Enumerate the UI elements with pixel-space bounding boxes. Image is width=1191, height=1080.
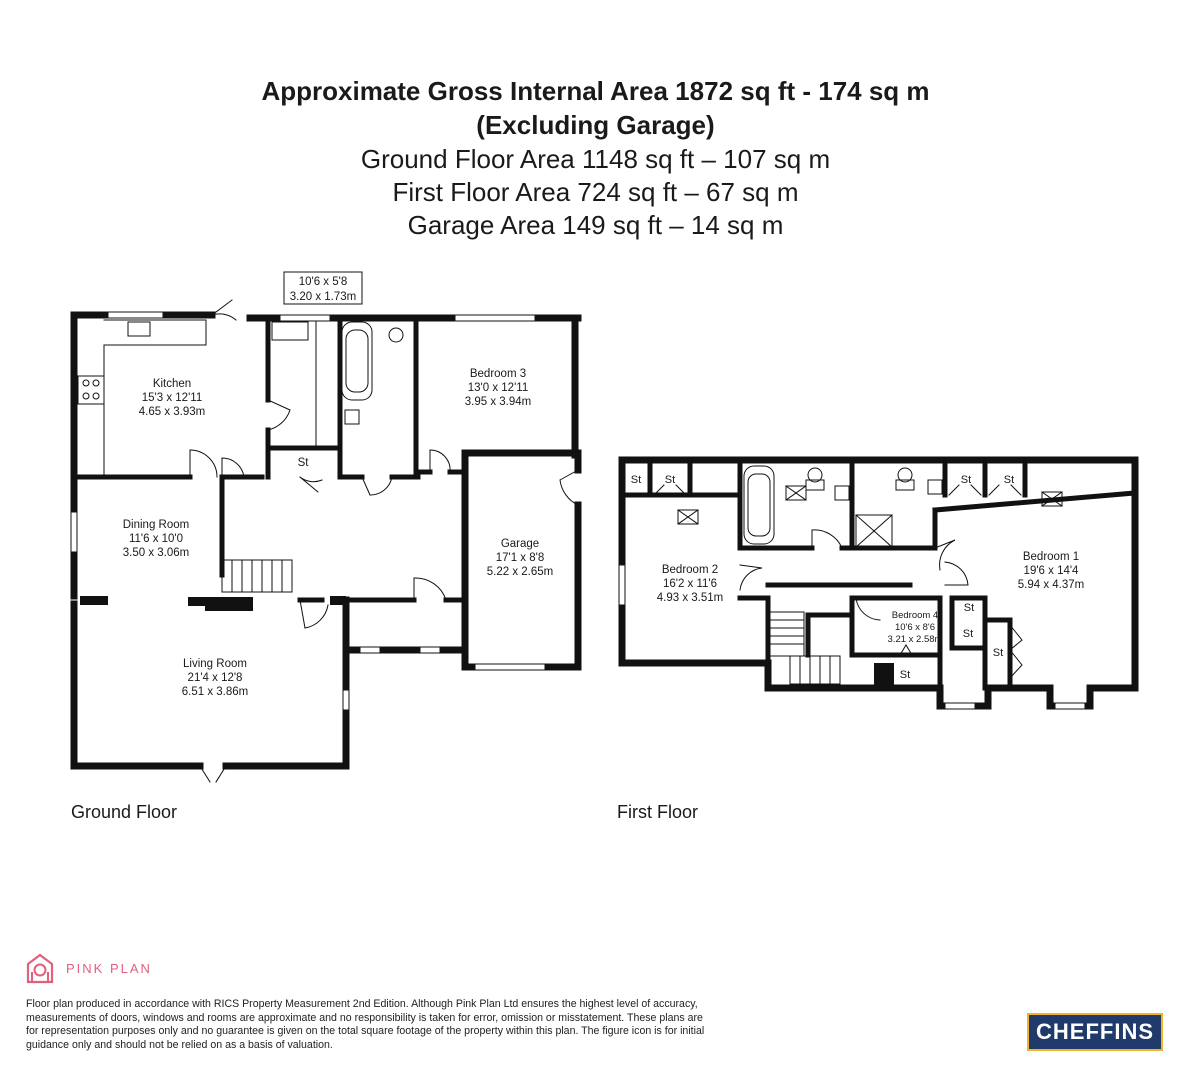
disclaimer-text: Floor plan produced in accordance with RICS Property Measurement 2nd Edition. Although Pink Plan Ltd ensures the highest level of accuracy, measurements of doors, windows and rooms are approximate and no responsibility is taken for error, omission or misstatement. These plans are for representation purposes only and no guarantee is given on the total square footage of the property within this plan. The figure icon is for initial guidance only and should not be relied on as a basis of valuation.	[26, 998, 705, 1051]
first-store-label: St	[899, 669, 911, 681]
garage-name: Garage	[500, 538, 540, 550]
cheffins-logo: CHEFFINS	[1027, 1013, 1163, 1051]
dining-name: Dining Room	[122, 519, 190, 531]
first-store-label: St	[992, 647, 1004, 659]
bedroom1-metric: 5.94 x 4.37m	[1017, 579, 1085, 591]
bedroom3-name: Bedroom 3	[469, 368, 527, 380]
garage-imperial: 17'1 x 8'8	[495, 552, 545, 564]
bedroom2-name: Bedroom 2	[661, 564, 719, 576]
bedroom4-metric: 3.21 x 2.58m	[887, 634, 943, 645]
first-store-label: St	[960, 474, 972, 486]
pink-plan-brand: PINK PLAN	[66, 960, 152, 976]
garage-area: Garage Area 149 sq ft – 14 sq m	[407, 210, 784, 240]
gross-area-title: Approximate Gross Internal Area 1872 sq ft - 174 sq m	[261, 76, 930, 106]
first-store-label: St	[630, 474, 642, 486]
bedroom1-name: Bedroom 1	[1022, 551, 1080, 563]
ground-floor-area: Ground Floor Area 1148 sq ft – 107 sq m	[360, 144, 831, 174]
bedroom4-imperial: 10'6 x 8'6	[894, 622, 936, 633]
first-floor-area: First Floor Area 724 sq ft – 67 sq m	[392, 177, 799, 207]
ground-store-label: St	[297, 457, 309, 469]
ground-stairs	[222, 560, 292, 592]
bedroom4-name: Bedroom 4	[891, 610, 939, 621]
first-store-label: St	[1003, 474, 1015, 486]
dining-metric: 3.50 x 3.06m	[122, 547, 190, 559]
excluding-garage-note: (Excluding Garage)	[476, 110, 715, 140]
kitchen-metric: 4.65 x 3.93m	[138, 406, 206, 418]
bay-dims-metric: 3.20 x 1.73m	[289, 291, 357, 303]
bedroom2-imperial: 16'2 x 11'6	[662, 578, 718, 590]
dining-imperial: 11'6 x 10'0	[128, 533, 184, 545]
ground-floor-label: Ground Floor	[71, 802, 178, 822]
kitchen-imperial: 15'3 x 12'11	[141, 392, 203, 404]
first-store-label: St	[963, 602, 975, 614]
living-metric: 6.51 x 3.86m	[181, 686, 249, 698]
bedroom3-metric: 3.95 x 3.94m	[464, 396, 532, 408]
bay-dims-imperial: 10'6 x 5'8	[298, 276, 348, 288]
living-name: Living Room	[183, 658, 247, 670]
pink-plan-logo	[24, 952, 152, 984]
bedroom2-metric: 4.93 x 3.51m	[656, 592, 724, 604]
first-store-label: St	[664, 474, 676, 486]
first-store-label: St	[962, 628, 974, 640]
ground-fixtures	[78, 320, 403, 475]
first-stairs	[770, 612, 840, 684]
bedroom1-imperial: 19'6 x 14'4	[1023, 565, 1079, 577]
first-floor-label: First Floor	[617, 802, 698, 822]
living-imperial: 21'4 x 12'8	[187, 672, 243, 684]
house-icon	[24, 952, 56, 984]
garage-metric: 5.22 x 2.65m	[486, 566, 554, 578]
bedroom3-imperial: 13'0 x 12'11	[467, 382, 529, 394]
kitchen-name: Kitchen	[152, 378, 192, 390]
